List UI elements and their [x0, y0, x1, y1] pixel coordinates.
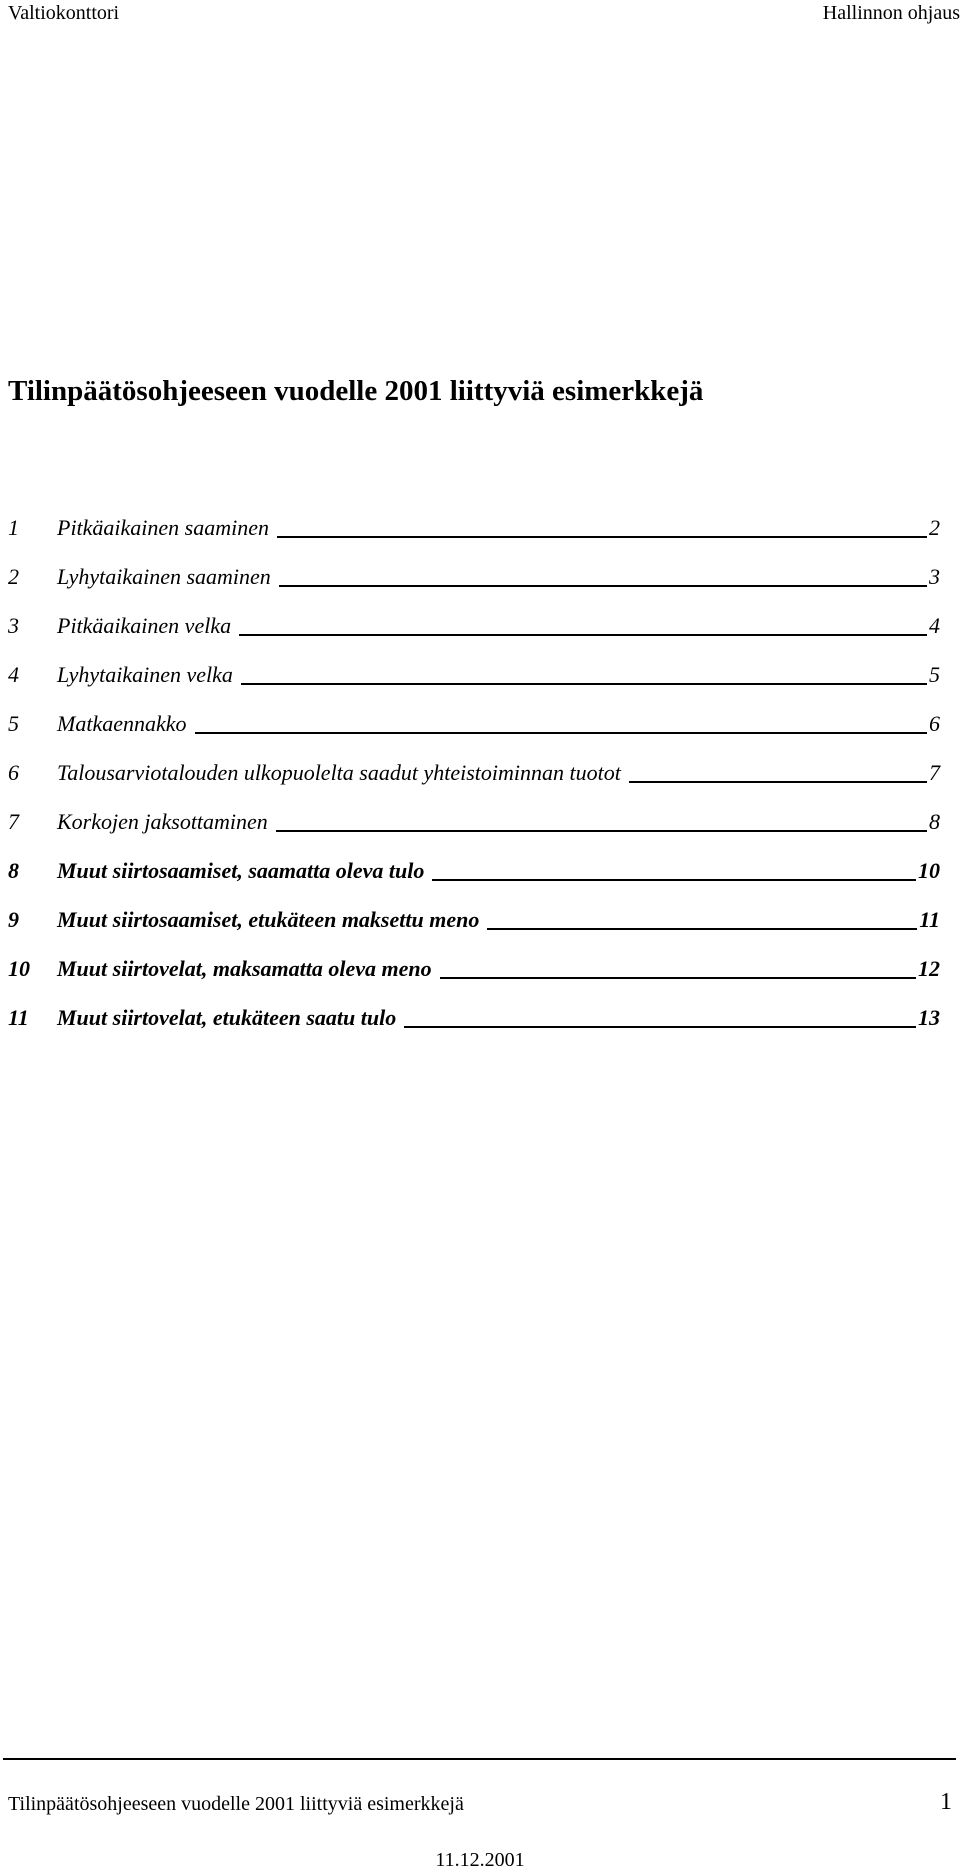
- toc-entry-page: 7: [929, 760, 940, 785]
- toc-entry-page: 8: [929, 809, 940, 834]
- toc-leader-line: [487, 927, 917, 930]
- toc-entry-number: 2: [8, 564, 19, 589]
- toc-entry-label: Lyhytaikainen velka: [57, 662, 233, 687]
- toc-leader-line: [239, 633, 927, 636]
- toc-entry[interactable]: [8, 562, 940, 592]
- toc-entry-label: Muut siirtovelat, etukäteen saatu tulo: [57, 1005, 397, 1030]
- toc-entry-page: 12: [918, 956, 940, 981]
- toc-entry-page: 13: [918, 1005, 940, 1030]
- footer-divider: [3, 1758, 956, 1760]
- document-title: Tilinpäätösohjeeseen vuodelle 2001 liittyviä esimerkkejä: [8, 375, 704, 407]
- toc-leader-line: [277, 535, 927, 538]
- header-organization: Valtiokonttori: [8, 2, 120, 24]
- toc-entry-label: Muut siirtovelat, maksamatta oleva meno: [57, 956, 432, 981]
- toc-entry-number: 5: [8, 711, 19, 736]
- toc-entry[interactable]: [8, 709, 940, 739]
- toc-entry-page: 6: [929, 711, 940, 736]
- toc-leader-line: [241, 682, 927, 685]
- toc-entry-label: Matkaennakko: [57, 711, 187, 736]
- toc-entry-page: 10: [918, 858, 940, 883]
- toc-entry[interactable]: [8, 954, 940, 984]
- toc-entry-number: 8: [8, 858, 19, 883]
- header-department: Hallinnon ohjaus: [822, 2, 960, 24]
- toc-leader-line: [629, 780, 927, 783]
- toc-entry-label: Talousarviotalouden ulkopuolelta saadut yhteistoiminnan tuotot: [57, 760, 621, 785]
- toc-entry-page: 11: [919, 907, 940, 932]
- toc-entry-label: Pitkäaikainen velka: [57, 613, 232, 638]
- toc-entry[interactable]: [8, 856, 940, 886]
- toc-entry-number: 6: [8, 760, 19, 785]
- toc-entry[interactable]: [8, 1003, 940, 1033]
- toc-entry-number: 4: [8, 662, 19, 687]
- toc-leader-line: [404, 1025, 916, 1028]
- toc-entry-number: 11: [8, 1005, 29, 1030]
- toc-entry-label: Lyhytaikainen saaminen: [57, 564, 271, 589]
- toc-entry-page: 2: [929, 515, 940, 540]
- toc-entry-page: 5: [929, 662, 940, 687]
- toc-entry-number: 7: [8, 809, 19, 834]
- toc-entry[interactable]: [8, 660, 940, 690]
- toc-entry[interactable]: [8, 807, 940, 837]
- toc-entry-page: 3: [929, 564, 940, 589]
- toc-entry-label: Muut siirtosaamiset, etukäteen maksettu meno: [57, 907, 480, 932]
- toc-entry-label: Muut siirtosaamiset, saamatta oleva tulo: [57, 858, 425, 883]
- toc-entry-number: 10: [8, 956, 30, 981]
- toc-entry-number: 3: [8, 613, 19, 638]
- toc-entry-label: Korkojen jaksottaminen: [57, 809, 268, 834]
- toc-entry-page: 4: [929, 613, 940, 638]
- toc-entry-number: 1: [8, 515, 19, 540]
- footer-page-number: 1: [940, 1789, 952, 1815]
- toc-leader-line: [195, 731, 928, 734]
- toc-entry-number: 9: [8, 907, 19, 932]
- toc-leader-line: [279, 584, 927, 587]
- toc-entry[interactable]: [8, 611, 940, 641]
- toc-leader-line: [440, 976, 916, 979]
- toc-entry[interactable]: [8, 758, 940, 788]
- toc-entry-label: Pitkäaikainen saaminen: [57, 515, 270, 540]
- toc-leader-line: [432, 878, 916, 881]
- toc-leader-line: [276, 829, 927, 832]
- toc-entry[interactable]: [8, 905, 940, 935]
- footer-date: 11.12.2001: [435, 1849, 525, 1871]
- footer-document-title: Tilinpäätösohjeeseen vuodelle 2001 liittyviä esimerkkejä: [8, 1793, 464, 1815]
- toc-entry[interactable]: [8, 513, 940, 543]
